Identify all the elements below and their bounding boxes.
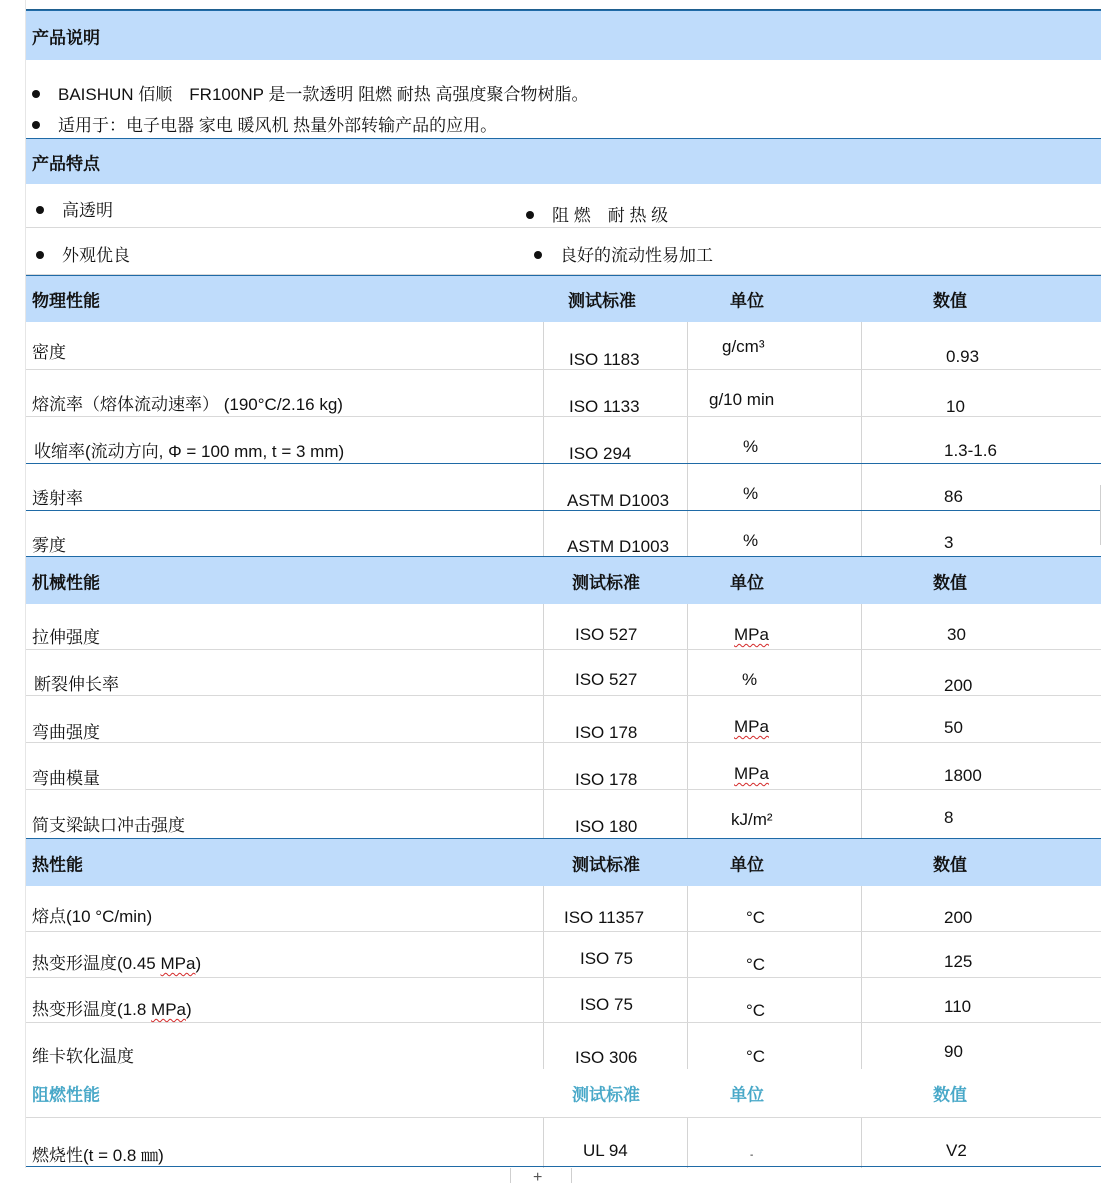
- property-name: 断裂伸长率: [34, 675, 119, 694]
- test-standard: ISO 75: [580, 995, 633, 1014]
- section-title: 产品特点: [32, 154, 100, 173]
- table-row: [26, 886, 1101, 932]
- section-header-thermal: [26, 838, 1101, 886]
- property-name: 燃烧性(t = 0.8 ㎜): [32, 1146, 164, 1165]
- value: 200: [944, 676, 973, 695]
- unit: g/cm³: [722, 337, 765, 356]
- feature-row: [26, 228, 1101, 275]
- table-row: [26, 743, 1101, 790]
- test-standard: ISO 180: [575, 817, 638, 836]
- value: 110: [944, 997, 972, 1016]
- section-title: 机械性能: [32, 573, 100, 592]
- section-title: 物理性能: [32, 291, 100, 311]
- column-header-standard: 测试标准: [572, 855, 640, 874]
- table-row: [26, 696, 1101, 743]
- property-name: 密度: [32, 343, 66, 362]
- table-row: [26, 604, 1101, 650]
- test-standard: ISO 178: [575, 723, 638, 742]
- unit: -: [750, 1150, 754, 1161]
- property-name: 拉伸强度: [32, 628, 100, 647]
- table-row: [26, 790, 1101, 838]
- test-standard: ISO 527: [575, 670, 638, 689]
- section-header-mechanical: [26, 556, 1101, 604]
- feature-item: 阻 燃 耐 热 级: [526, 201, 668, 226]
- column-header-standard: 测试标准: [572, 573, 640, 592]
- property-name: 熔流率（熔体流动速率） (190°C/2.16 kg): [32, 395, 343, 414]
- unit: °C: [746, 1047, 766, 1066]
- spec-sheet: [25, 0, 1101, 1168]
- table-row: [26, 978, 1101, 1023]
- section-header-physical: [26, 275, 1101, 322]
- property-name: 熔点(10 °C/min): [32, 907, 153, 926]
- property-name: 热变形温度(0.45 MPa): [32, 954, 202, 973]
- value: 200: [944, 908, 973, 927]
- test-standard: ISO 1183: [569, 350, 640, 369]
- property-name: 透射率: [32, 489, 83, 508]
- test-standard: ISO 11357: [564, 908, 645, 927]
- test-standard: ISO 75: [580, 949, 633, 968]
- feature-row: [26, 184, 1101, 228]
- bullet-icon: [36, 206, 44, 214]
- property-name: 雾度: [32, 536, 66, 555]
- column-header-value: 数值: [933, 291, 967, 311]
- column-header-value: 数值: [933, 573, 967, 592]
- test-standard: ISO 306: [575, 1048, 638, 1067]
- test-standard: ISO 178: [575, 770, 638, 789]
- value: 30: [947, 625, 966, 644]
- table-row: [26, 417, 1101, 464]
- column-header-unit: 单位: [730, 1085, 764, 1105]
- column-header-unit: 单位: [730, 855, 764, 874]
- table-row: [26, 1118, 1101, 1167]
- bullet-icon: [36, 251, 44, 259]
- property-name: 简支梁缺口冲击强度: [32, 816, 185, 835]
- value: 8: [944, 808, 954, 827]
- unit: MPa: [734, 717, 769, 736]
- section-header-description: [26, 10, 1101, 60]
- bullet-icon: [32, 90, 40, 98]
- unit: °C: [746, 1001, 766, 1020]
- unit: %: [743, 484, 759, 503]
- value: 1800: [944, 766, 982, 785]
- value: 125: [944, 952, 973, 971]
- table-row: [26, 464, 1101, 511]
- test-standard: ISO 527: [575, 625, 638, 644]
- table-row: [26, 370, 1101, 417]
- unit: g/10 min: [709, 390, 775, 409]
- feature-item: 良好的流动性易加工: [534, 241, 713, 266]
- unit: %: [743, 531, 759, 550]
- bullet-icon: [32, 121, 40, 129]
- table-row: [26, 1023, 1101, 1068]
- test-standard: ISO 294: [569, 444, 632, 463]
- feature-item: 高透明: [36, 196, 113, 221]
- value: 50: [944, 718, 963, 737]
- test-standard: ASTM D1003: [567, 491, 670, 510]
- table-row: [26, 650, 1101, 696]
- column-header-value: 数值: [933, 855, 967, 874]
- property-name: 弯曲强度: [32, 723, 100, 742]
- value: 10: [946, 397, 965, 416]
- scroll-edge: [1100, 485, 1108, 545]
- section-title: 热性能: [32, 855, 83, 874]
- unit: °C: [746, 908, 766, 927]
- unit: kJ/m²: [731, 810, 773, 829]
- column-header-standard: 测试标准: [568, 291, 636, 311]
- property-name: 热变形温度(1.8 MPa): [32, 1000, 192, 1019]
- property-name: 收缩率(流动方向, Φ = 100 mm, t = 3 mm): [34, 442, 345, 461]
- table-row: [26, 322, 1101, 370]
- test-standard: ASTM D1003: [567, 537, 670, 556]
- bullet-icon: [534, 251, 542, 259]
- unit: %: [742, 670, 758, 689]
- value: 86: [944, 487, 963, 506]
- column-header-unit: 单位: [730, 573, 764, 592]
- unit: %: [743, 437, 759, 456]
- section-header-features: [26, 138, 1101, 184]
- section-header-flame: [26, 1069, 1101, 1118]
- unit: °C: [746, 955, 766, 974]
- description-line-1: BAISHUN 佰顺 FR100NP 是一款透明 阻燃 耐热 高强度聚合物树脂。: [32, 80, 589, 105]
- column-header-unit: 单位: [730, 291, 764, 311]
- value: V2: [946, 1141, 967, 1160]
- add-sheet-tab[interactable]: [510, 1168, 572, 1186]
- value: 3: [944, 533, 954, 552]
- section-title: 阻燃性能: [32, 1085, 100, 1105]
- bullet-icon: [526, 211, 534, 219]
- test-standard: ISO 1133: [569, 397, 640, 416]
- property-name: 弯曲模量: [32, 769, 100, 788]
- property-name: 维卡软化温度: [32, 1047, 134, 1066]
- table-row: [26, 932, 1101, 978]
- unit: MPa: [734, 764, 769, 783]
- value: 0.93: [946, 347, 980, 366]
- column-header-value: 数值: [933, 1085, 967, 1105]
- value: 1.3-1.6: [944, 441, 997, 460]
- table-row: [26, 511, 1101, 556]
- feature-item: 外观优良: [36, 241, 130, 266]
- test-standard: UL 94: [583, 1141, 628, 1160]
- section-title: 产品说明: [32, 28, 100, 47]
- description-line-2: 适用于：电子电器 家电 暖风机 热量外部转输产品的应用。: [32, 111, 497, 136]
- value: 90: [944, 1042, 963, 1061]
- cut-off-row: [26, 0, 1101, 10]
- unit: MPa: [734, 625, 769, 644]
- column-header-standard: 测试标准: [572, 1085, 640, 1105]
- plus-icon[interactable]: +: [533, 1169, 543, 1186]
